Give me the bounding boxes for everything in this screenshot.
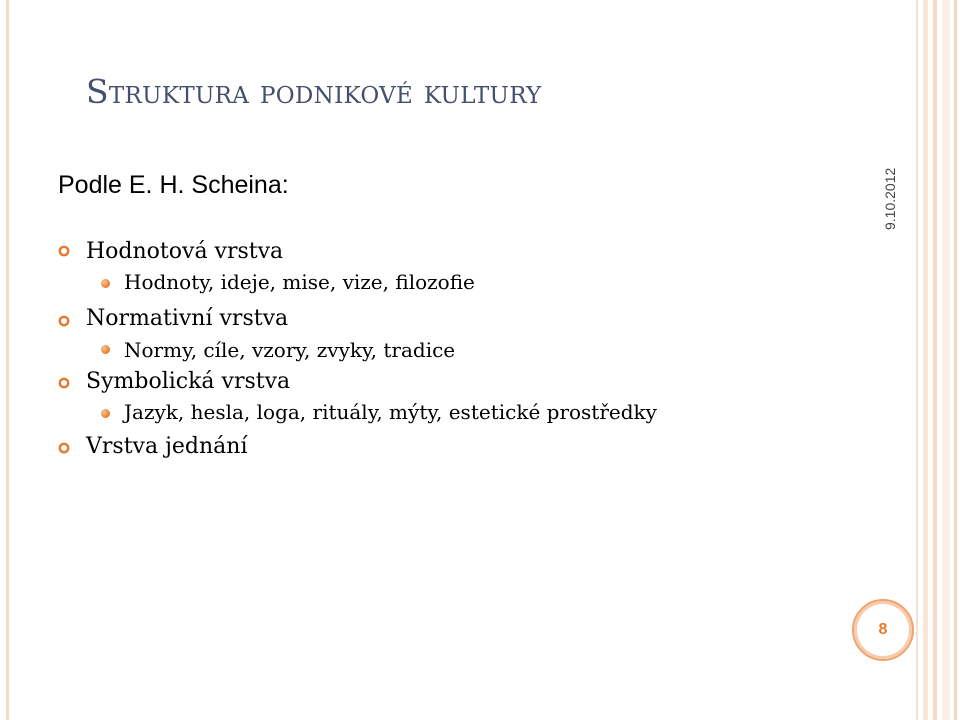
list-item-text: Vrstva jednání [86, 434, 248, 459]
list-item-text: Symbolická vrstva [86, 369, 291, 394]
slide-date: 9.10.2012 [882, 167, 898, 230]
dot-bullet-icon [101, 409, 110, 418]
left-decorative-border [6, 0, 9, 720]
list-item-text: Hodnotová vrstva [86, 239, 284, 264]
intro-text: Podle E. H. Scheina: [58, 171, 289, 199]
page-number-badge [852, 599, 914, 661]
ring-bullet-icon [58, 377, 70, 389]
list-item-text: Normativní vrstva [86, 306, 289, 331]
page-number: 8 [878, 621, 888, 638]
list-subitem-text: Hodnoty, ideje, mise, vize, filozofie [124, 270, 475, 294]
list-subitem-text: Jazyk, hesla, loga, rituály, mýty, estetické prostředky [124, 400, 657, 424]
ring-bullet-icon [58, 315, 70, 327]
dot-bullet-icon [101, 345, 110, 354]
dot-bullet-icon [101, 279, 110, 288]
ring-bullet-icon [58, 245, 70, 257]
ring-bullet-icon [58, 442, 70, 454]
right-decorative-stripes [914, 0, 960, 720]
slide-title: Struktura podnikové kultury [86, 72, 542, 111]
list-subitem-text: Normy, cíle, vzory, zvyky, tradice [124, 338, 456, 362]
